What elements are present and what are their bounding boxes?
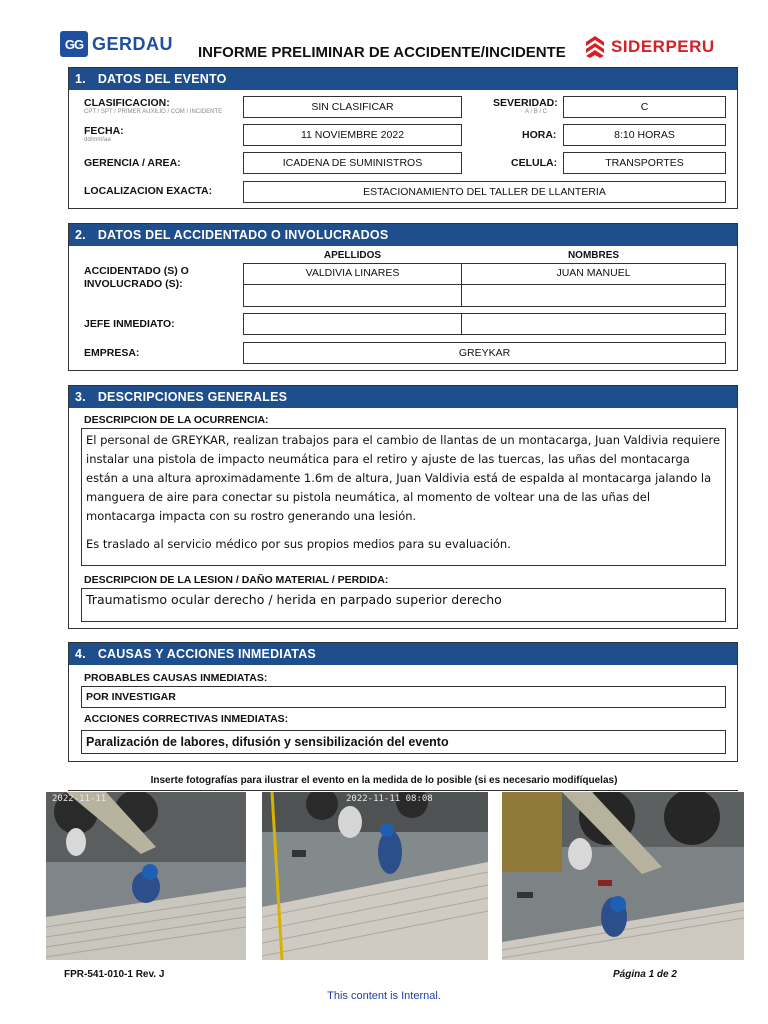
apellidos-column-header: APELLIDOS [323, 250, 382, 261]
siderperu-logo-text: SIDERPERU [611, 37, 715, 56]
nombres-field-1[interactable]: JUAN MANUEL [461, 263, 726, 285]
photo-divider [68, 790, 738, 791]
section-header [69, 643, 737, 665]
gerencia-field[interactable]: ICADENA DE SUMINISTROS [243, 152, 462, 174]
localizacion-label: LOCALIZACION EXACTA: [84, 185, 213, 197]
lesion-field[interactable]: Traumatismo ocular derecho / herida en parpado superior derecho [81, 588, 726, 622]
gerencia-label: GERENCIA / AREA: [84, 157, 181, 169]
document-title: INFORME PRELIMINAR DE ACCIDENTE/INCIDENTE [198, 44, 566, 61]
section-title: CAUSAS Y ACCIONES INMEDIATAS [97, 647, 316, 661]
localizacion-field[interactable]: ESTACIONAMIENTO DEL TALLER DE LLANTERIA [243, 181, 726, 203]
siderperu-logo-icon [585, 35, 605, 59]
celula-label: CELULA: [511, 157, 558, 169]
form-code: FPR-541-010-1 Rev. J [64, 969, 165, 980]
clasificacion-field[interactable]: SIN CLASIFICAR [243, 96, 462, 118]
nombres-column-header: NOMBRES [567, 250, 620, 261]
fecha-hint: dd/mm/aa [84, 137, 111, 143]
apellidos-field-1[interactable]: VALDIVIA LINARES [243, 263, 462, 285]
event-photo-2 [262, 792, 488, 960]
section-title: DESCRIPCIONES GENERALES [97, 390, 288, 404]
section-number: 4. [75, 647, 86, 661]
section-number: 2. [75, 228, 86, 242]
gerdau-logo-mark: GG [60, 31, 88, 57]
hora-label: HORA: [522, 129, 557, 141]
section-descripciones [68, 385, 738, 629]
section-number: 1. [75, 72, 86, 86]
clasificacion-hint: CPT / SPT / PRIMER AUXILIO / COM / INCIDENTE [84, 109, 223, 115]
accidentado-label: ACCIDENTADO (S) O [84, 265, 189, 277]
photo-instruction: Inserte fotografías para ilustrar el evento en la medida de lo posible (si es necesario modifíquelas) [150, 775, 618, 786]
fecha-field[interactable]: 11 NOVIEMBRE 2022 [243, 124, 462, 146]
section-title: DATOS DEL EVENTO [97, 72, 227, 86]
severidad-hint: A / B / C [525, 109, 548, 115]
hora-field[interactable]: 8:10 HORAS [563, 124, 726, 146]
acciones-label: ACCIONES CORRECTIVAS INMEDIATAS: [84, 713, 289, 725]
section-header [69, 224, 737, 246]
section-causas-acciones [68, 642, 738, 762]
section-datos-accidentado [68, 223, 738, 371]
ocurrencia-paragraph-2: Es traslado al servicio médico por sus propios medios para su evaluación. [86, 537, 511, 551]
jefe-apellidos-field[interactable] [243, 313, 462, 335]
involucrado-label: INVOLUCRADO (S): [84, 278, 183, 290]
gerdau-logo-text: GERDAU [92, 33, 174, 54]
celula-field[interactable]: TRANSPORTES [563, 152, 726, 174]
jefe-inmediato-label: JEFE INMEDIATO: [84, 318, 175, 330]
causas-label: PROBABLES CAUSAS INMEDIATAS: [84, 672, 268, 684]
section-header [69, 68, 737, 90]
siderperu-logo [585, 34, 715, 60]
gerdau-logo [60, 28, 176, 60]
empresa-field[interactable]: GREYKAR [243, 342, 726, 364]
empresa-label: EMPRESA: [84, 347, 140, 359]
lesion-label: DESCRIPCION DE LA LESION / DAÑO MATERIAL / PERDIDA: [84, 574, 389, 586]
photo-timestamp: 2022-11-11 [52, 794, 107, 804]
apellidos-field-2[interactable] [243, 284, 462, 307]
jefe-nombres-field[interactable] [461, 313, 726, 335]
photo-timestamp: 2022-11-11 08:08 [346, 794, 433, 804]
ocurrencia-paragraph-1: El personal de GREYKAR, realizan trabajos para el cambio de llantas de un montacarga, Juan Valdivia requiere instalar una pistola de impacto neumática para el retiro y ajuste de las tuercas, las uñas del montacarga están a una altura aproximadamente 1.6m de altura, Juan Valdivia está de espalda al montacarga jalando la manguera de aire para conectar su pistola neumática, al momento de voltear una de las uñas del montacarga impacta con su rostro generando una lesión. [86, 433, 721, 523]
internal-classification: This content is Internal. [327, 990, 441, 1002]
event-photo-1 [46, 792, 246, 960]
severidad-label: SEVERIDAD: [493, 97, 558, 109]
nombres-field-2[interactable] [461, 284, 726, 307]
page-number: Página 1 de 2 [613, 969, 677, 980]
section-datos-evento [68, 67, 738, 209]
clasificacion-label: CLASIFICACION: [84, 97, 170, 109]
acciones-field[interactable]: Paralización de labores, difusión y sensibilización del evento [81, 730, 726, 754]
fecha-label: FECHA: [84, 125, 124, 137]
event-photo-3 [502, 792, 744, 960]
ocurrencia-textarea[interactable] [81, 428, 726, 566]
severidad-field[interactable]: C [563, 96, 726, 118]
section-title: DATOS DEL ACCIDENTADO O INVOLUCRADOS [97, 228, 389, 242]
causas-field[interactable]: POR INVESTIGAR [81, 686, 726, 708]
section-header [69, 386, 737, 408]
page-header [0, 0, 768, 66]
section-number: 3. [75, 390, 86, 404]
ocurrencia-label: DESCRIPCION DE LA OCURRENCIA: [84, 414, 269, 426]
